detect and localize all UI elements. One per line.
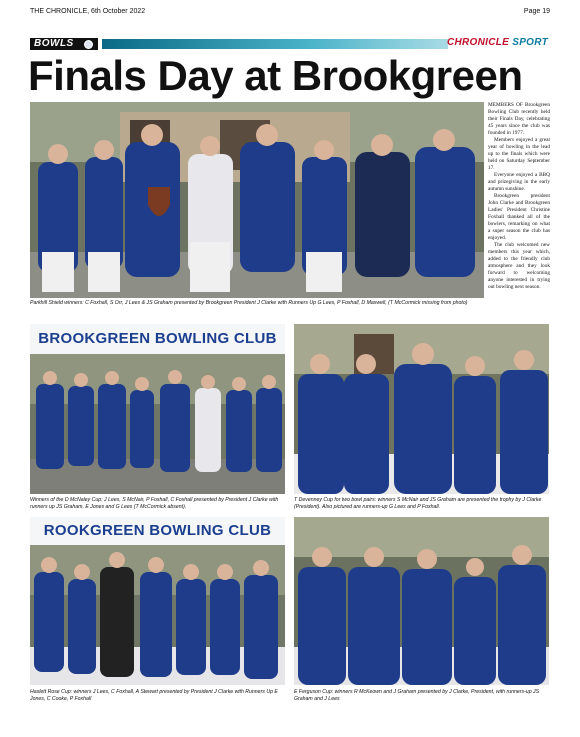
club-banner: BROOKGREEN BOWLING CLUB [38,330,277,347]
section-bar [30,38,548,50]
brand-sport: SPORT [512,37,548,48]
photo-ferguson-cup [294,517,549,685]
caption-photo-3: T Devenney Cup for two bowl pairs: winners S McNair and JS Graham are presented the trophy by J Clarke (President). Also pictured are runners-up G Lees and P Foxhall. [294,497,542,510]
article-body [488,102,550,291]
article-paragraph: The club welcomed new members this year which, added to the friendly club atmosphere and they look forward to welcoming anyone interested in trying out bowling next season. [488,242,550,290]
brand-main: CHRONICLE [446,37,510,48]
photo-parkhill-shield [30,102,484,298]
photo-devenney-cup [294,324,549,494]
photo-haslett-rose-cup [30,517,285,685]
article-paragraph: Everyone enjoyed a BBQ and prizegiving in the early autumn sunshine. [488,172,550,192]
caption-photo-1: Parkhill Shield winners: C Foxhall, S Orr, J Lees & JS Graham presented by Brookgreen President J Clarke with Runners Up G Lees, P Foxhall, D Maxwell, (T McCormick missing from photo) [30,300,468,306]
group-photo [30,102,484,298]
headline: Finals Day at Brookgreen [28,52,523,99]
group-photo [294,517,549,685]
group-photo [294,324,549,494]
caption-photo-5: E Ferguson Cup: winners R McKeown and J Graham presented by J Clarke, President, with runners-up JS Graham and J Lees [294,689,540,702]
group-photo [30,324,285,494]
section-tag: BOWLS [30,38,98,50]
photo-mcnaley-cup [30,324,285,494]
group-photo [30,517,285,685]
caption-photo-2: Winners of the D McNaley Cup: J Lees, S McNair, P Foxhall, C Foxhall presented by President J Clarke with runners up JS Graham, E Jones and G Lees (T McCormick absent). [30,497,279,510]
section-strip [102,39,448,49]
club-banner: ROOKGREEN BOWLING CLUB [43,522,272,539]
article-lead: MEMBERS OF Brookgreen Bowling Club recently held their Finals Day, celebrating 45 years since the club was founded in 1977. [488,102,550,136]
bowls-ball-icon [84,40,93,49]
publication-line: THE CHRONICLE, 6th October 2022 [30,8,146,15]
brand-logo [447,37,548,48]
article-paragraph: Members enjoyed a great year of bowling in the lead up to the finals which were held on Saturday September 17. [488,137,550,171]
article-paragraph: Brookgreen president John Clarke and Brookgreen Ladies' President Christine Foxhall thanked all of the bowlers, remarking on what a super season the club has enjoyed. [488,193,550,241]
page-number: Page 19 [523,8,550,15]
caption-photo-4: Haslett Rose Cup: winners J Lees, C Foxhall, A Stewart presented by President J Clarke with Runners Up E Jones, C Cooke, P Foxhall [30,689,278,702]
